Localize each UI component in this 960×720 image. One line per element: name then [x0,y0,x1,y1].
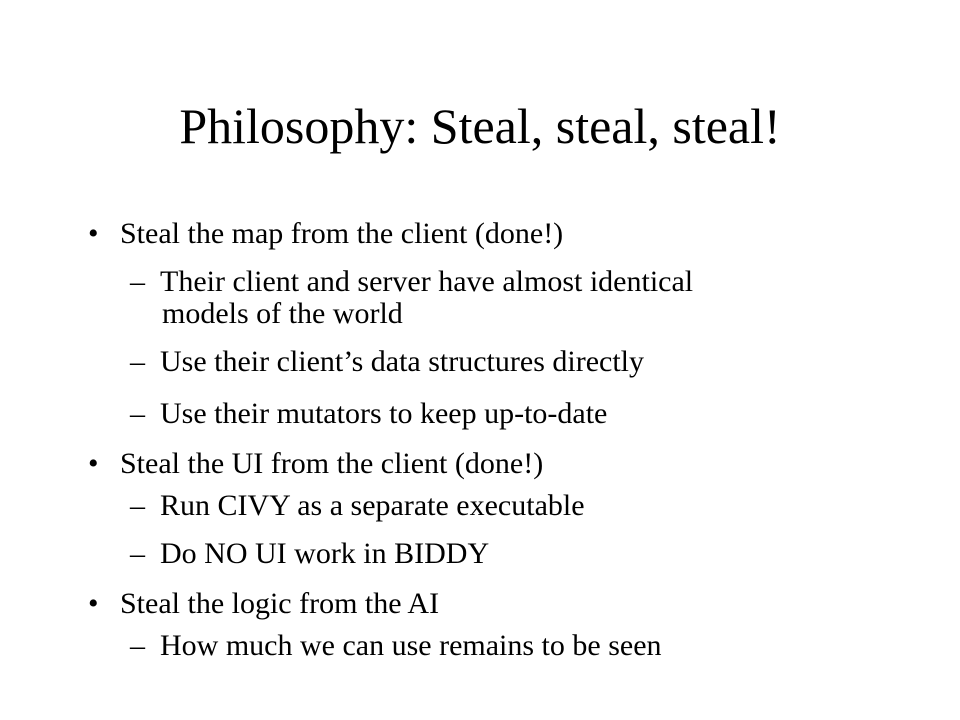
sub-bullet-item [130,489,585,522]
bullet-item [88,447,544,480]
bullet-marker: • [88,447,99,480]
dash-marker: – [130,397,145,430]
sub-bullet-text: How much we can use remains to be seen [160,629,662,662]
bullet-text: Steal the UI from the client (done!) [120,447,544,480]
sub-bullet-item [130,537,490,570]
sub-bullet-item [130,345,644,378]
sub-bullet-text: Do NO UI work in BIDDY [160,537,490,570]
sub-bullet-text: Use their client’s data structures directly [160,345,644,378]
bullet-marker: • [88,587,99,620]
bullet-item [88,587,440,620]
sub-bullet-text: Their client and server have almost identical [160,265,694,298]
bullet-text: Steal the logic from the AI [120,587,440,620]
sub-bullet-text-continued: models of the world [162,297,403,330]
sub-bullet-item [130,397,608,430]
slide-title: Philosophy: Steal, steal, steal! [179,98,781,154]
dash-marker: – [130,537,145,570]
dash-marker: – [130,345,145,378]
bullet-text: Steal the map from the client (done!) [120,217,564,250]
sub-bullet-item [130,265,694,330]
bullet-item [88,217,564,250]
sub-bullet-item [130,629,662,662]
sub-bullet-text: Run CIVY as a separate executable [160,489,585,522]
dash-marker: – [130,629,145,662]
bullet-marker: • [88,217,99,250]
sub-bullet-text: Use their mutators to keep up-to-date [160,397,608,430]
dash-marker: – [130,489,145,522]
dash-marker: – [130,265,145,298]
